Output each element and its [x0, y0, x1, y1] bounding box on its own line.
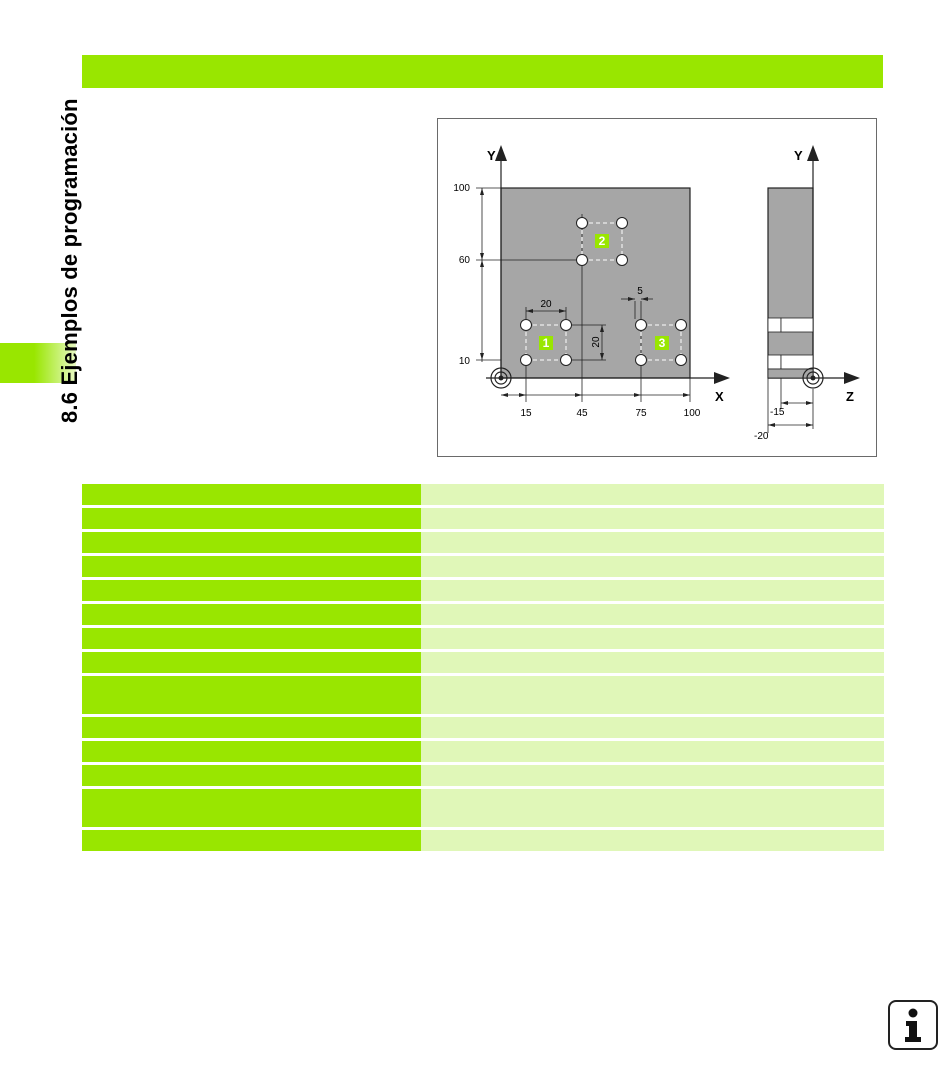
dim-20-horizontal: 20: [540, 299, 552, 310]
hole-g1-d: [561, 355, 572, 366]
comment-cell: [421, 556, 884, 577]
comment-cell: [421, 628, 884, 649]
comment-cell: [421, 830, 884, 851]
hole-g1-b: [561, 320, 572, 331]
code-cell: [82, 532, 421, 553]
hole-g1-c: [521, 355, 532, 366]
program-table: [82, 484, 884, 854]
hole-g3-d: [676, 355, 687, 366]
header-bar: [82, 55, 883, 88]
code-cell: [82, 741, 421, 762]
table-row: [82, 741, 884, 762]
table-row: [82, 556, 884, 577]
group-2-label: 2: [598, 234, 606, 248]
x-label-15: 15: [520, 408, 532, 419]
group-1-label: 1: [542, 336, 550, 350]
x-label-100: 100: [683, 408, 701, 419]
dim-minus-15: -15: [770, 407, 785, 418]
side-axis-z: Z: [846, 389, 854, 404]
code-cell: [82, 604, 421, 625]
code-cell: [82, 508, 421, 529]
code-cell: [82, 484, 421, 505]
code-cell: [82, 676, 421, 714]
front-view: [453, 145, 730, 419]
front-axis-x: X: [715, 389, 724, 404]
front-axis-y: Y: [487, 148, 496, 163]
hole-g2-c: [577, 255, 588, 266]
x-label-75: 75: [635, 408, 647, 419]
comment-cell: [421, 508, 884, 529]
code-cell: [82, 830, 421, 851]
y-label-60: 60: [458, 255, 470, 266]
comment-cell: [421, 604, 884, 625]
y-arrow-icon: [495, 145, 507, 161]
table-row: [82, 532, 884, 553]
code-cell: [82, 628, 421, 649]
table-row: [82, 676, 884, 714]
z-arrow-icon: [844, 372, 860, 384]
y-label-100: 100: [453, 183, 470, 194]
hole-g2-d: [617, 255, 628, 266]
comment-cell: [421, 532, 884, 553]
dim-20-vertical: 20: [591, 336, 602, 348]
dim-5: 5: [637, 286, 643, 297]
comment-cell: [421, 676, 884, 714]
comment-cell: [421, 717, 884, 738]
hole-g2-a: [577, 218, 588, 229]
side-y-arrow-icon: [807, 145, 819, 161]
code-cell: [82, 789, 421, 827]
code-cell: [82, 556, 421, 577]
section-title: 8.6 Ejemplos de programación: [57, 98, 82, 423]
x-label-45: 45: [576, 408, 588, 419]
table-row: [82, 717, 884, 738]
code-cell: [82, 717, 421, 738]
table-row: [82, 604, 884, 625]
comment-cell: [421, 580, 884, 601]
comment-cell: [421, 741, 884, 762]
table-row: [82, 628, 884, 649]
table-row: [82, 508, 884, 529]
technical-drawing: [437, 118, 877, 457]
side-plate: [768, 188, 813, 378]
hole-g1-a: [521, 320, 532, 331]
table-row: [82, 830, 884, 851]
group-3-label: 3: [658, 336, 666, 350]
info-button[interactable]: [888, 1000, 938, 1050]
table-row: [82, 580, 884, 601]
comment-cell: [421, 652, 884, 673]
table-row: [82, 789, 884, 827]
table-row: [82, 765, 884, 786]
drawing-svg: [438, 119, 878, 458]
hole-g3-b: [676, 320, 687, 331]
hole-g2-b: [617, 218, 628, 229]
hole-g3-c: [636, 355, 647, 366]
comment-cell: [421, 765, 884, 786]
code-cell: [82, 765, 421, 786]
hole-g3-a: [636, 320, 647, 331]
dim-minus-20: -20: [754, 431, 769, 442]
table-row: [82, 484, 884, 505]
side-axis-y: Y: [794, 148, 803, 163]
y-label-10: 10: [458, 356, 470, 367]
side-view: [754, 145, 860, 442]
x-arrow-icon: [714, 372, 730, 384]
code-cell: [82, 580, 421, 601]
code-cell: [82, 652, 421, 673]
comment-cell: [421, 789, 884, 827]
table-row: [82, 652, 884, 673]
info-icon: [898, 1007, 928, 1043]
comment-cell: [421, 484, 884, 505]
